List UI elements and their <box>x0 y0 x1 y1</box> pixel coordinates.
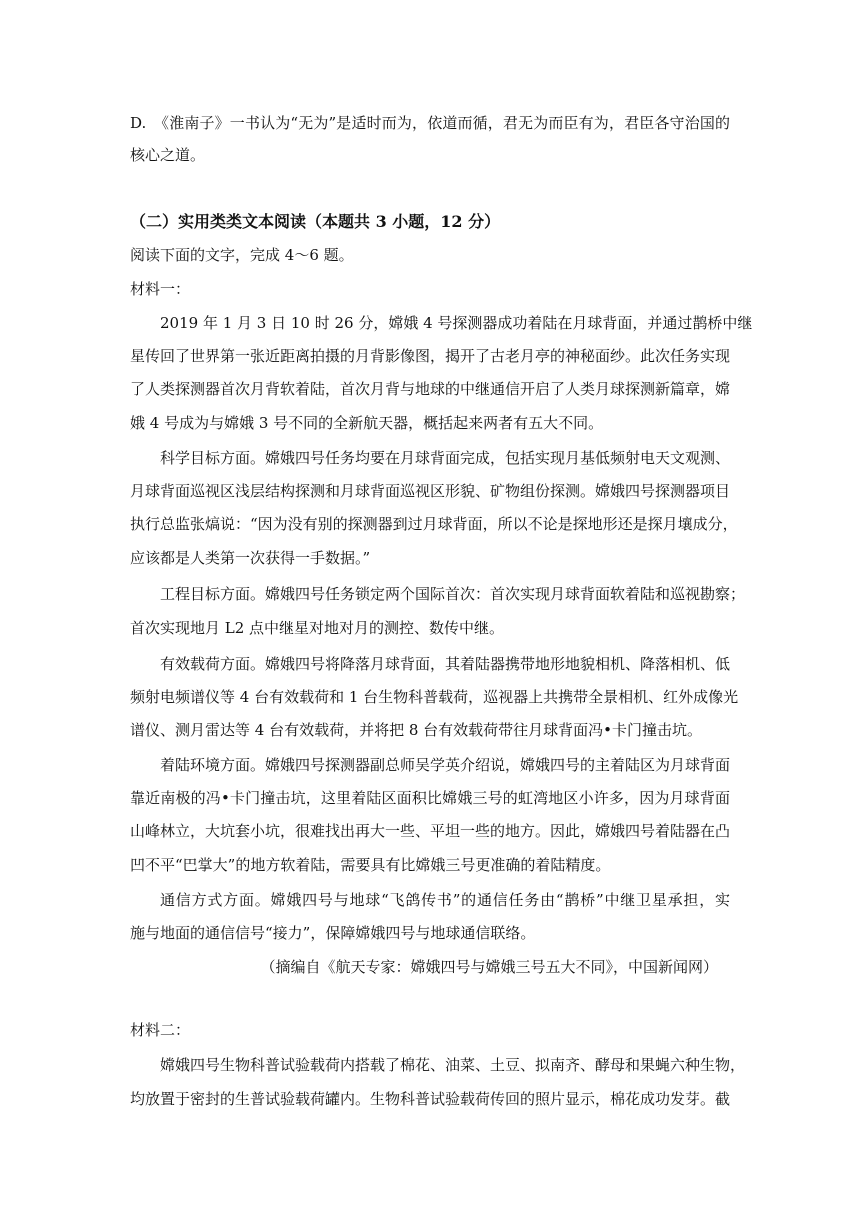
paragraph-line: 均放置于密封的生普试验载荷罐内。生物科普试验载荷传回的照片显示，棉花成功发芽。截 <box>130 1090 731 1108</box>
material-1-source: （摘编自《航天专家：嫦娥四号与嫦娥三号五大不同》，中国新闻网） <box>260 958 718 976</box>
paragraph-line: 星传回了世界第一张近距离拍摄的月背影像图，揭开了古老月亭的神秘面纱。此次任务实现 <box>130 347 731 365</box>
paragraph-line: 谱仪、测月雷达等 4 台有效载荷，并将把 8 台有效载荷带往月球背面冯•卡门撞击坑。 <box>130 721 703 739</box>
paragraph-line: 首次实现地月 L2 点中继星对地对月的测控、数传中继。 <box>130 619 505 637</box>
section-heading: （二）实用类类文本阅读（本题共 3 小题，12 分） <box>130 212 501 231</box>
material-2-label: 材料二： <box>130 1021 191 1039</box>
paragraph-line: 应该都是人类第一次获得一手数据。” <box>130 549 371 567</box>
paragraph-line: 月球背面巡视区浅层结构探测和月球背面巡视区形貌、矿物组份探测。嫦娥四号探测器项目 <box>130 482 731 500</box>
paragraph-line: 靠近南极的冯•卡门撞击坑，这里着陆区面积比嫦娥三号的虹湾地区小许多，因为月球背面 <box>130 789 730 807</box>
paragraph-line: 频射电频谱仪等 4 台有效载荷和 1 台生物科普载荷，巡视器上共携带全景相机、红外成像光 <box>130 688 739 706</box>
paragraph-line: 工程目标方面。嫦娥四号任务锁定两个国际首次：首次实现月球背面软着陆和巡视勘察； <box>160 585 746 603</box>
option-d-line-1: D. 《淮南子》一书认为“无为”是适时而为，依道而循，君无为而臣有为，君臣各守治国的 <box>130 114 730 132</box>
paragraph-line: 通信方式方面。嫦娥四号与地球“飞鸽传书”的通信任务由“鹊桥”中继卫星承担，实 <box>160 891 730 909</box>
section-instruction: 阅读下面的文字，完成 4～6 题。 <box>130 246 354 264</box>
paragraph-line: 凹不平“巴掌大”的地方软着陆，需要具有比嫦娥三号更准确的着陆精度。 <box>130 856 611 874</box>
paragraph-line: 科学目标方面。嫦娥四号任务均要在月球背面完成，包括实现月基低频射电天文观测、 <box>160 449 731 467</box>
material-1-label: 材料一： <box>130 280 191 298</box>
paragraph-line: 执行总监张熇说：“因为没有别的探测器到过月球背面，所以不论是探地形还是探月壤成分， <box>130 515 738 533</box>
paragraph-line: 着陆环境方面。嫦娥四号探测器副总师吴学英介绍说，嫦娥四号的主着陆区为月球背面 <box>160 756 731 774</box>
paragraph-line: 嫦娥四号生物科普试验载荷内搭载了棉花、油菜、土豆、拟南齐、酵母和果蝇六种生物， <box>160 1056 746 1074</box>
paragraph-line: 施与地面的通信信号“接力”，保障嫦娥四号与地球通信联络。 <box>130 924 536 942</box>
paragraph-line: 了人类探测器首次月背软着陆，首次月背与地球的中继通信开启了人类月球探测新篇章，嫦 <box>130 380 731 398</box>
paragraph-line: 山峰林立，大坑套小坑，很难找出再大一些、平坦一些的地方。因此，嫦娥四号着陆器在凸 <box>130 822 731 840</box>
paragraph-line: 有效载荷方面。嫦娥四号将降落月球背面，其着陆器携带地形地貌相机、降落相机、低 <box>160 655 731 673</box>
paragraph-line: 娥 4 号成为与嫦娥 3 号不同的全新航天器，概括起来两者有五大不同。 <box>130 414 604 432</box>
paragraph-line: 2019 年 1 月 3 日 10 时 26 分，嫦娥 4 号探测器成功着陆在月球背面，并通过鹊桥中继 <box>160 314 753 332</box>
option-d-line-2: 核心之道。 <box>130 146 206 164</box>
